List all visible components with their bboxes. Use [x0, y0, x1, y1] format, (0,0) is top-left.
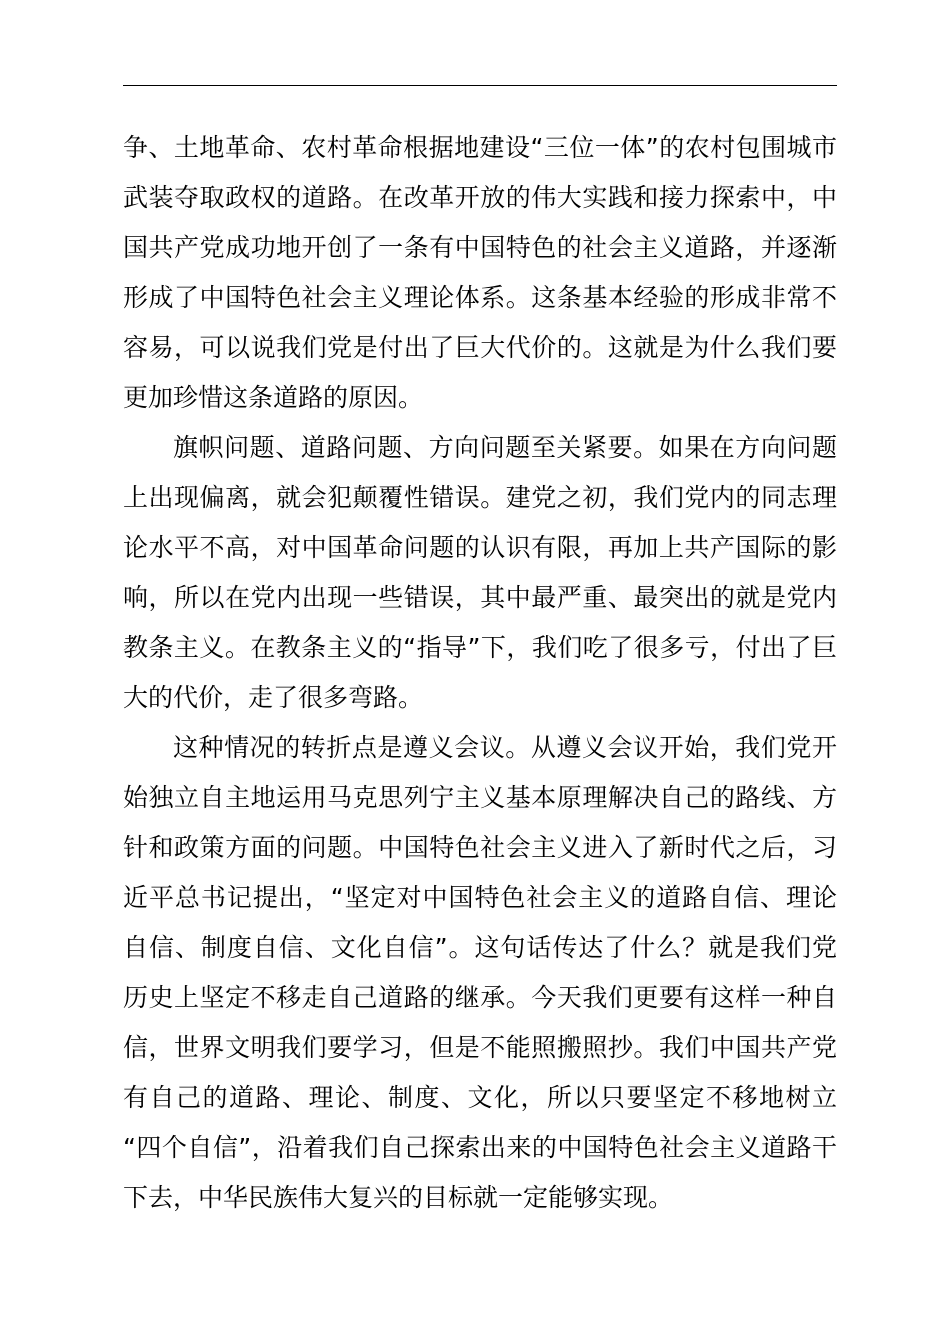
- header-rule: [123, 85, 837, 86]
- text-line: “四个自信”，沿着我们自己探索出来的中国特色社会主义道路干: [123, 1133, 837, 1162]
- text-line: 历史上坚定不移走自己道路的继承。今天我们更要有这样一种自: [123, 983, 837, 1012]
- text-line: 国共产党成功地开创了一条有中国特色的社会主义道路，并逐渐: [123, 233, 837, 262]
- text-line: 始独立自主地运用马克思列宁主义基本原理解决自己的路线、方: [123, 783, 837, 812]
- text-line: 针和政策方面的问题。中国特色社会主义进入了新时代之后，习: [123, 833, 837, 862]
- text-line: 大的代价，走了很多弯路。: [123, 683, 424, 712]
- text-line: 信，世界文明我们要学习，但是不能照搬照抄。我们中国共产党: [123, 1033, 837, 1062]
- text-line: 更加珍惜这条道路的原因。: [123, 383, 424, 412]
- text-line: 教条主义。在教条主义的“指导”下，我们吃了很多亏，付出了巨: [123, 633, 837, 662]
- document-body: [123, 123, 837, 1223]
- text-line: 上出现偏离，就会犯颠覆性错误。建党之初，我们党内的同志理: [123, 483, 837, 512]
- text-line: 争、土地革命、农村革命根据地建设“三位一体”的农村包围城市: [123, 133, 837, 162]
- text-line: 近平总书记提出，“坚定对中国特色社会主义的道路自信、理论: [123, 883, 837, 912]
- text-line: 旗帜问题、道路问题、方向问题至关紧要。如果在方向问题: [173, 433, 837, 462]
- text-line: 下去，中华民族伟大复兴的目标就一定能够实现。: [123, 1183, 674, 1212]
- text-line: 武装夺取政权的道路。在改革开放的伟大实践和接力探索中，中: [123, 183, 837, 212]
- text-line: 容易，可以说我们党是付出了巨大代价的。这就是为什么我们要: [123, 333, 837, 362]
- text-line: 响，所以在党内出现一些错误，其中最严重、最突出的就是党内: [123, 583, 837, 612]
- text-line: 自信、制度自信、文化自信”。这句话传达了什么？就是我们党: [123, 933, 837, 962]
- text-line: 这种情况的转折点是遵义会议。从遵义会议开始，我们党开: [173, 733, 837, 762]
- text-line: 形成了中国特色社会主义理论体系。这条基本经验的形成非常不: [123, 283, 837, 312]
- text-line: 有自己的道路、理论、制度、文化，所以只要坚定不移地树立: [123, 1083, 837, 1112]
- text-line: 论水平不高，对中国革命问题的认识有限，再加上共产国际的影: [123, 533, 837, 562]
